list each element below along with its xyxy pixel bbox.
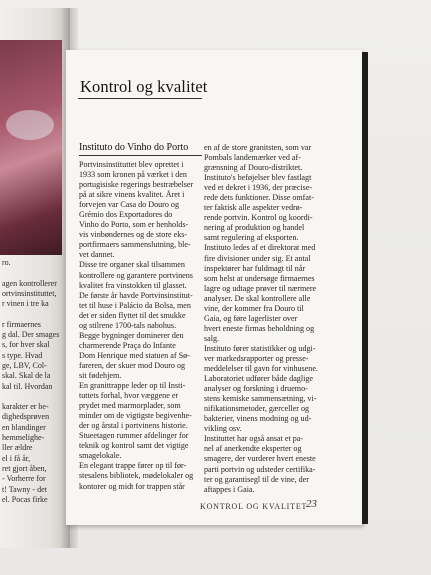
text-line: portfirmaers sammenslutning, ble- <box>79 240 191 250</box>
text-line: kal til. Hvordan <box>2 381 53 391</box>
text-line: Dom Henrique med statuen af Sø- <box>79 350 190 360</box>
text-line: samt regulering af eksporten. <box>204 233 299 243</box>
text-line: Instituto ledes af et direktorat med <box>204 243 316 253</box>
text-line: Pombals landemærker ved af- <box>204 153 301 163</box>
text-line: hvert eneste firmas beholdning og <box>204 323 315 333</box>
text-line: Stueetagen rummer afdelinger for <box>79 431 189 441</box>
text-line: parti portvin og udsteder certifika- <box>204 464 316 474</box>
text-line: rende portvin. Kontrol og koordi- <box>204 213 313 223</box>
text-line: kontorer og midt for trappen står <box>79 481 185 491</box>
text-line: s, for hver skal <box>2 340 50 350</box>
text-line <box>2 392 66 402</box>
text-line: el. Pocas firke <box>2 494 48 504</box>
text-line: ortvinsinstituttet, <box>2 288 57 298</box>
text-line: Instituttet har også ansat et pa- <box>204 434 304 444</box>
text-line: g dal. Der smages <box>2 330 60 340</box>
text-line: s type. Hvad <box>2 350 43 360</box>
text-line: r firmaernes <box>2 319 41 329</box>
text-line: hemmelighe- <box>2 433 45 443</box>
text-line: nering af produktion og handel <box>204 223 305 233</box>
left-page-text <box>2 258 66 505</box>
text-line: Portvinsinstituttet blev oprettet i <box>79 160 184 169</box>
text-line: 1933 som kronen på værket i den <box>79 170 187 180</box>
text-line: De første år havde Portvinsinstitut- <box>79 290 193 300</box>
text-line: Disse tre organer skal tilsammen <box>79 260 185 270</box>
text-line: ller ældre <box>2 443 33 453</box>
text-column-right <box>204 143 352 495</box>
text-line: rede dets funktioner. Disse omfat- <box>204 193 314 203</box>
running-footer: KONTROL OG KVALITET <box>200 502 308 511</box>
text-line: Vinho do Porto, som er henholds- <box>79 220 189 230</box>
text-line: en blandinger <box>2 422 46 432</box>
text-line: ved et dekret i 1936, der præcise- <box>204 183 313 193</box>
text-line: tuttets forhal, hvor væggene er <box>79 391 179 401</box>
text-line: det er siden flyttet til det smukke <box>79 310 186 320</box>
text-line: på at sikre vinens kvalitet. Året i <box>79 190 185 200</box>
text-line: stens kemiske sammensætning, vi- <box>204 394 317 404</box>
text-line: agen kontrollerer <box>2 278 57 288</box>
text-line: vine, der kommer fra Douro til <box>204 303 304 313</box>
text-line: ter faktisk alle aspekter vedrø- <box>204 203 303 213</box>
text-line: nel af anerkendte eksperter og <box>204 444 302 454</box>
text-line: fareren, der skuer mod Douro og <box>79 360 186 370</box>
text-line: teknik og kontrol samt det vigtige <box>79 441 189 451</box>
text-line: r vinen i tre ka <box>2 299 49 309</box>
text-line: Grémio dos Exportadores do <box>79 210 173 220</box>
text-line: portugisiske regerings bestræbelser <box>79 180 194 190</box>
text-line: Gaia, og føre lagerlister over <box>204 313 298 323</box>
text-line: lagre og udtage prøver til nærmere <box>204 283 317 293</box>
text-line: ret gjort åben, <box>2 463 47 473</box>
text-line: grænsning af Douro-distriktet. <box>204 163 303 173</box>
text-line: karakter er be- <box>2 402 49 412</box>
text-line: Instituto's beføjelser blev fastlagt <box>204 173 312 183</box>
text-line: tet til huse i Palácio da Bolsa, men <box>79 300 191 310</box>
title-rule <box>78 98 202 99</box>
text-line: vikling osv. <box>204 424 242 434</box>
text-line: inspektører har fuldmagt til når <box>204 263 306 273</box>
book-edge <box>362 52 368 524</box>
text-line: smagere, der vurderer hvert eneste <box>204 454 316 464</box>
text-line: minder om de vigtigste begivenhe- <box>79 411 192 421</box>
text-line: ter og garantisegl til de vine, der <box>204 474 309 484</box>
text-line: t! Tawny - det <box>2 484 47 494</box>
left-page-photo <box>0 40 62 255</box>
text-line: kvalitet fra vinstokken til glasset. <box>79 280 187 290</box>
page-number: 23 <box>306 498 317 510</box>
text-line: charmerende Praça do Infante <box>79 340 176 350</box>
section-heading-rule <box>79 155 202 156</box>
text-line: Instituto fører statistikker og udgi- <box>204 343 316 353</box>
text-line: vis vinbøndernes og de store eks- <box>79 230 188 240</box>
text-column-left <box>79 160 205 492</box>
text-line: prydet med marmorplader, som <box>79 401 181 411</box>
text-line: ge, LBV, Col- <box>2 360 47 370</box>
text-line: ro. <box>2 258 11 267</box>
text-line: kontrollere og garantere portvinens <box>79 270 193 280</box>
text-line: dighedsprøven <box>2 412 50 422</box>
text-line: forvejen var Casa do Douro og <box>79 200 180 210</box>
text-line: Begge bygninger dominerer den <box>79 330 184 340</box>
text-line: salg. <box>204 333 220 343</box>
text-line <box>2 268 66 278</box>
text-line <box>2 309 66 319</box>
text-line: og stilrene 1700-tals nabohus. <box>79 320 177 330</box>
text-line: skal. Skal de la <box>2 371 51 381</box>
text-line: bakterier, vinens modning og ud- <box>204 414 312 424</box>
text-line: en af de store granitsten, som var <box>204 143 312 152</box>
text-line: nifikationsmetoder, gærceller og <box>204 404 310 414</box>
text-line: smagelokale. <box>79 451 122 461</box>
right-page <box>66 50 362 525</box>
page-title: Kontrol og kvalitet <box>80 77 208 96</box>
text-line: - Vorherre for <box>2 474 46 484</box>
text-line: En elegant trappe fører op til før- <box>79 461 187 471</box>
text-line: som helst at undersøge firmaernes <box>204 273 315 283</box>
text-line: el i få år, <box>2 453 31 463</box>
text-line: ver markedsrapporter og presse- <box>204 353 309 363</box>
text-line: vet dannet. <box>79 250 115 260</box>
text-line: der og årstal i portvinens historie. <box>79 421 188 431</box>
text-line: En granittrappe leder op til Insti- <box>79 381 186 391</box>
text-line: aftappes i Gaia. <box>204 484 255 494</box>
text-line: sit fødehjem. <box>79 370 122 380</box>
text-line: analyser og forskning i druemo- <box>204 384 308 394</box>
text-line: stesalens bibliotek, mødelokaler og <box>79 471 194 481</box>
text-line: Laboratoriet udfører både daglige <box>204 374 313 384</box>
text-line: fire divisioner under sig. Et antal <box>204 253 311 263</box>
section-heading: Instituto do Vinho do Porto <box>79 142 189 153</box>
text-line: analyser. De skal kontrollere alle <box>204 293 311 303</box>
text-line: meddelelser til gavn for vinhusene. <box>204 364 318 374</box>
